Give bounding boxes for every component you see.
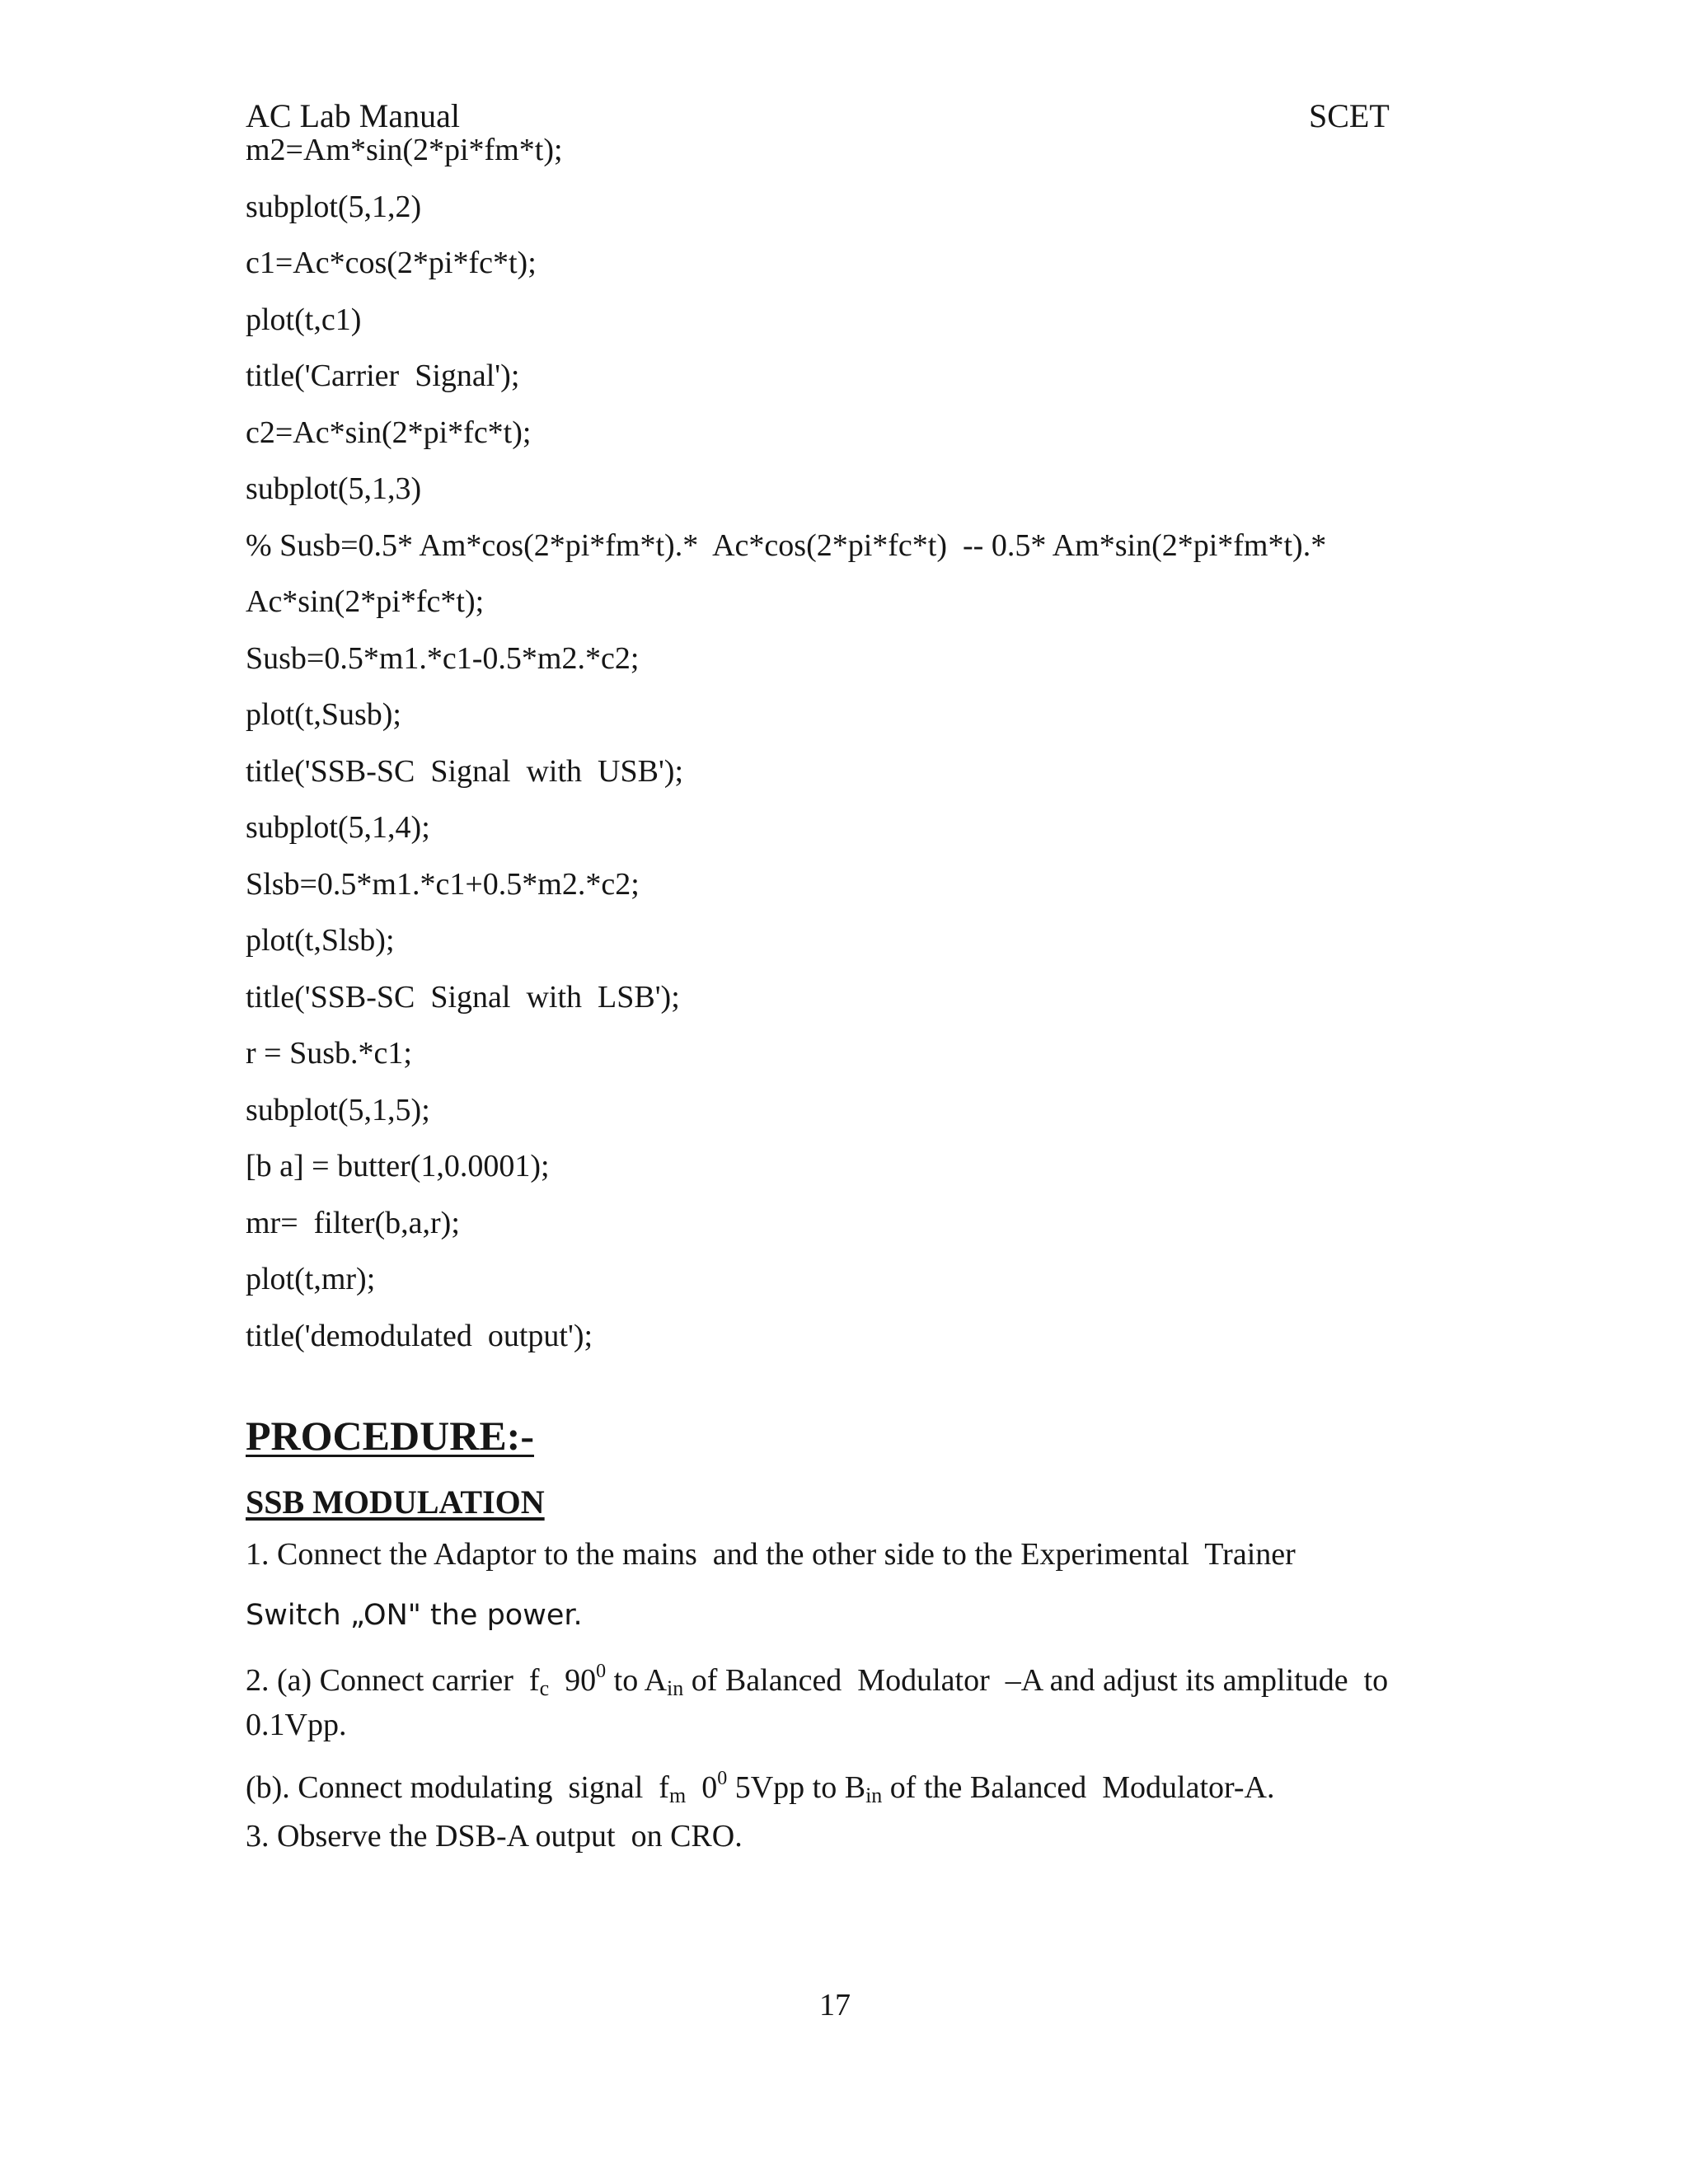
code-line: Susb=0.5*m1.*c1-0.5*m2.*c2; — [246, 640, 640, 676]
code-line: subplot(5,1,2) — [246, 189, 422, 224]
step-2b-text: of the Balanced Modulator-A. — [882, 1770, 1275, 1805]
code-line: Ac*sin(2*pi*fc*t); — [246, 584, 485, 619]
header-left: AC Lab Manual — [246, 97, 460, 134]
step-2b-text: (b). Connect modulating signal f — [246, 1770, 669, 1805]
code-line: plot(t,Slsb); — [246, 923, 395, 958]
procedure-step-2a-cont: 0.1Vpp. — [246, 1708, 347, 1742]
step-2a-text: of Balanced Modulator –A and adjust its amplitude to — [683, 1663, 1389, 1698]
code-line: mr= filter(b,a,r); — [246, 1205, 460, 1240]
step-2b-text: 5Vpp to B — [727, 1770, 866, 1805]
code-line: c2=Ac*sin(2*pi*fc*t); — [246, 415, 532, 450]
code-line: r = Susb.*c1; — [246, 1036, 412, 1071]
procedure-step-2b — [246, 1760, 1275, 1815]
code-line: subplot(5,1,4); — [246, 810, 430, 845]
code-line: title('demodulated output'); — [246, 1318, 593, 1353]
code-line: plot(t,c1) — [246, 302, 362, 337]
code-line: m2=Am*sin(2*pi*fm*t); — [246, 133, 563, 167]
code-line: title('Carrier Signal'); — [246, 359, 520, 393]
step-2b-sup-degree: 0 — [717, 1768, 728, 1789]
header-right: SCET — [1309, 97, 1390, 134]
code-line: plot(t,Susb); — [246, 697, 401, 732]
step-2a-sub-in: in — [667, 1676, 684, 1700]
step-2a-text: 2. (a) Connect carrier f — [246, 1663, 540, 1698]
step-2a-sup-degree: 0 — [596, 1661, 607, 1682]
step-2b-sub-in: in — [865, 1783, 883, 1807]
step-2a-text: to A — [606, 1663, 668, 1698]
procedure-step-3: 3. Observe the DSB-A output on CRO. — [246, 1819, 743, 1854]
code-block — [246, 132, 1482, 1374]
procedure-step-1: 1. Connect the Adaptor to the mains and the other side to the Experimental Trainer — [246, 1537, 1296, 1572]
code-line: subplot(5,1,5); — [246, 1092, 430, 1127]
code-line: title('SSB-SC Signal with LSB'); — [246, 979, 680, 1015]
step-2a-sub-c: c — [539, 1676, 550, 1700]
code-line: c1=Ac*cos(2*pi*fc*t); — [246, 246, 537, 280]
procedure-step-1-cont: Switch „ON" the power. — [246, 1599, 583, 1632]
procedure-heading: PROCEDURE:- — [246, 1413, 534, 1459]
code-line: Slsb=0.5*m1.*c1+0.5*m2.*c2; — [246, 866, 640, 902]
code-line: % Susb=0.5* Am*cos(2*pi*fm*t).* Ac*cos(2*pi*fc*t) -- 0.5* Am*sin(2*pi*fm*t).* — [246, 527, 1327, 563]
code-line: [b a] = butter(1,0.0001); — [246, 1149, 550, 1183]
code-line: title('SSB-SC Signal with USB'); — [246, 753, 683, 789]
code-line: subplot(5,1,3) — [246, 471, 422, 506]
step-2b-text: 0 — [686, 1770, 718, 1805]
step-2a-text: 90 — [549, 1663, 597, 1698]
procedure-step-2a — [246, 1652, 1388, 1708]
step-2b-sub-m: m — [668, 1783, 687, 1807]
ssb-modulation-heading: SSB MODULATION — [246, 1483, 545, 1521]
page-number: 17 — [819, 1988, 851, 2022]
code-line: plot(t,mr); — [246, 1262, 376, 1296]
